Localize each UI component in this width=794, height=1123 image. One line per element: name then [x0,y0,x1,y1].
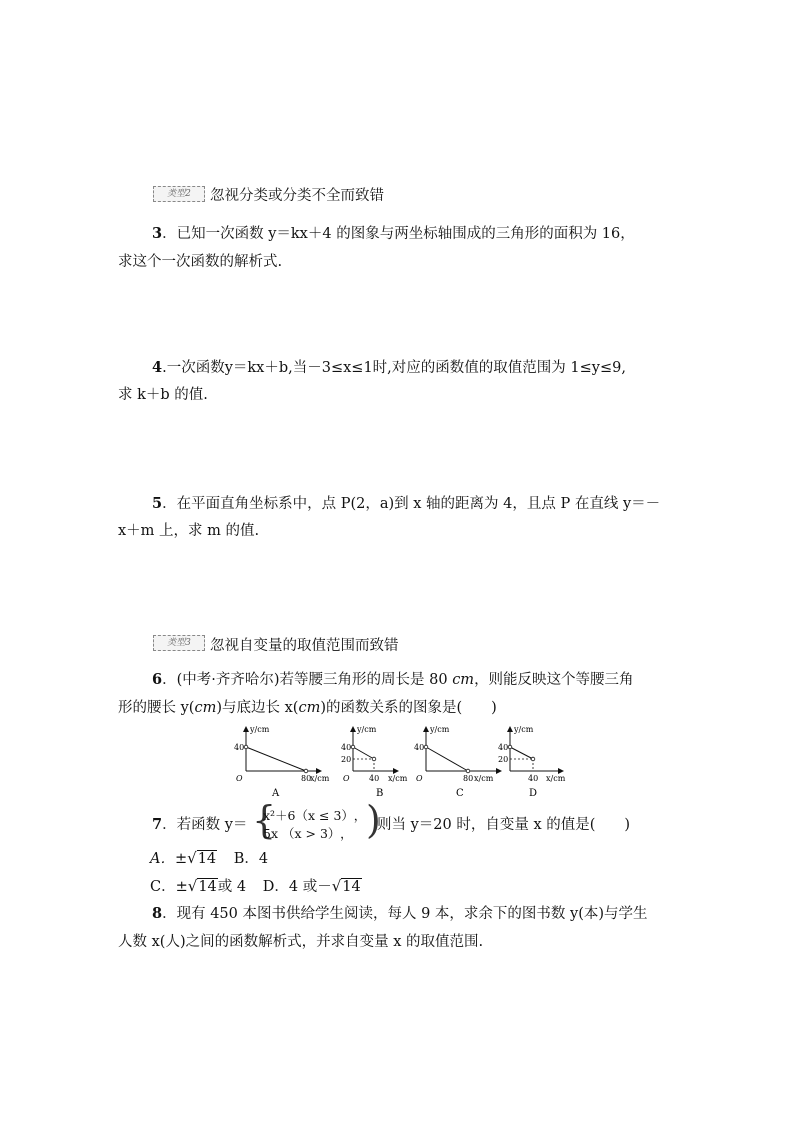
graph-line [510,747,533,759]
graph-line [246,747,306,771]
question-6 [152,670,634,690]
y-axis-label: y/cm [357,725,377,734]
tick-label: 40 [414,743,425,752]
graph-d [498,725,566,799]
tick-label: 40 [369,774,380,783]
left-brace: { [252,798,277,842]
tick-label: 20 [341,755,352,764]
tick-label: 40 [341,743,352,752]
section-badge-type3: 类型3 [153,635,205,651]
option-label: C． [150,879,176,895]
open-point [424,745,428,749]
question-6-text: )与底边长 x( [216,700,299,716]
question-7-lead: ．若函数 y＝ [162,817,248,833]
case-comma: ， [353,808,367,823]
option-letter: D [529,788,538,799]
question-number: 4 [152,359,163,376]
option-b: B．4 [233,851,269,867]
graph-options [218,724,588,800]
question-5-line1: ．在平面直角坐标系中，点 P(2，a)到 x 轴的距离为 4，且点 P 在直线 y＝－ [162,496,661,512]
question-number: 8 [152,905,163,922]
question-3-line2: 求这个一次函数的解析式. [118,254,283,270]
open-point [531,757,535,761]
radicand: 14 [197,851,217,867]
x-axis-label: x/cm [546,774,566,783]
question-number: 7 [152,816,163,833]
x-axis-label: x/cm [388,774,408,783]
question-number: 3 [152,225,163,242]
option-d [263,879,362,895]
option-label: A． [150,851,175,867]
case-1-expression: x²＋6（x ≤ 3） [263,808,348,823]
y-axis-label: y/cm [514,725,534,734]
question-number: 6 [152,671,163,688]
tick-label: 40 [234,743,245,752]
question-number: 5 [152,495,163,512]
graph-b [341,725,408,799]
option-letter: C [456,788,464,799]
plus-minus: ± [175,879,188,895]
section-title-type2: 忽视分类或分类不全而致错 [210,188,384,204]
x-axis-label: x/cm [474,774,494,783]
sqrt-sign: √ [187,849,197,867]
question-6-text: ，则能反映这个等腰三角 [474,672,634,688]
origin-label: O [236,774,243,783]
question-7-tail: 则当 y＝20 时，自变量 x 的值是( ) [377,817,631,833]
tick-label: 40 [528,774,539,783]
open-point [304,769,308,773]
plus-minus: ± [174,851,188,867]
radicand: 14 [198,879,217,895]
graph-line [353,747,374,759]
section-title-type3: 忽视自变量的取值范围而致错 [210,638,399,654]
question-6-line2 [118,698,497,718]
sqrt-sign: √ [187,877,198,895]
right-brace: ) [366,798,381,842]
question-8 [152,904,648,924]
radicand: 14 [342,879,361,895]
question-5-line2: x＋m 上，求 m 的值. [118,523,260,539]
y-axis-label: y/cm [250,725,270,734]
tick-label: 20 [498,755,509,764]
question-6-text: ．(中考·齐齐哈尔)若等腰三角形的周长是 80 [162,672,453,688]
option-label: D．4 或－ [262,879,332,895]
option-letter: B [376,788,384,799]
unit-cm: cm [194,700,217,716]
origin-label: O [416,774,423,783]
unit-cm: cm [452,672,475,688]
open-point [244,745,248,749]
question-7 [152,815,247,835]
sqrt-sign: √ [331,877,342,895]
question-4-line2: 求 k＋b 的值. [118,387,208,403]
piecewise-case-1 [263,806,366,824]
question-3-line1: ．已知一次函数 y＝kx＋4 的图象与两坐标轴围成的三角形的面积为 16， [162,226,635,242]
question-4 [152,358,626,378]
open-point [508,745,512,749]
tick-label: 80 [301,774,312,783]
question-3 [152,224,635,244]
option-c [150,876,362,897]
graph-a [234,725,330,799]
open-point [372,757,376,761]
case-comma: ， [340,826,353,841]
graph-line [426,747,468,771]
option-letter: A [272,788,280,799]
question-5 [152,494,660,514]
y-axis-label: y/cm [430,725,450,734]
section-badge-type2: 类型2 [153,186,205,202]
x-axis-label: x/cm [310,774,330,783]
graph-c [414,725,501,799]
question-6-text: 形的腰长 y( [118,700,195,716]
tick-label: 40 [498,743,509,752]
piecewise-case-2 [263,824,353,842]
origin-label: O [343,774,350,783]
question-8-line2: 人数 x(人)之间的函数解析式，并求自变量 x 的取值范围. [118,934,484,950]
tick-label: 80 [463,774,474,783]
question-8-line1: ．现有 450 本图书供给学生阅读，每人 9 本，求余下的图书数 y(本)与学生 [162,906,648,922]
option-a [150,848,268,869]
option-c-tail: 或 4 [217,879,247,895]
open-point [466,769,470,773]
question-6-text: )的函数关系的图象是( ) [320,700,497,716]
open-point [351,745,355,749]
case-2-expression: 5x （x > 3） [263,826,335,841]
unit-cm: cm [298,700,321,716]
question-4-line1: .一次函数y＝kx＋b,当－3≤x≤1时,对应的函数值的取值范围为 1≤y≤9, [162,360,626,376]
